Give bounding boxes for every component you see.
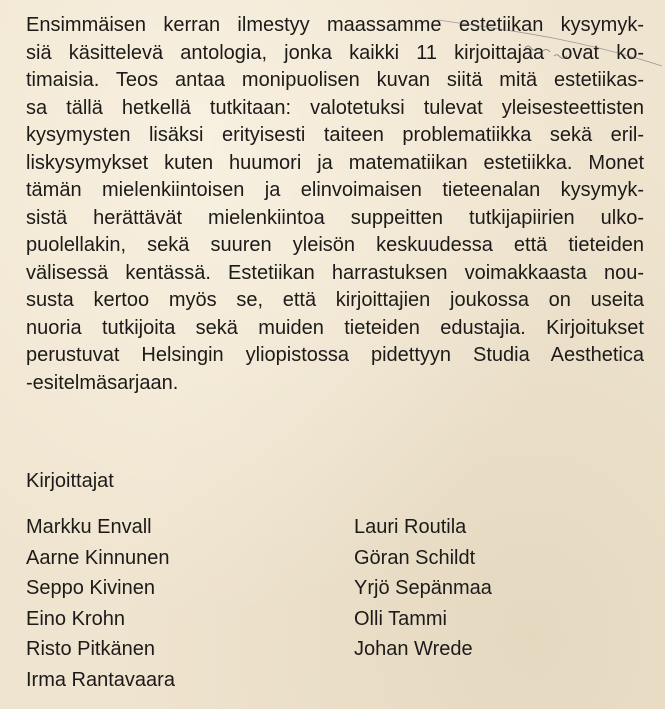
author-name: Markku Envall xyxy=(26,516,152,538)
author-name: Lauri Routila xyxy=(354,516,467,538)
authors-right-column xyxy=(354,512,492,665)
author-name: Risto Pitkänen xyxy=(26,638,155,660)
authors-left-column xyxy=(26,512,175,695)
description-line: tämän mielenkiintoisen ja elinvoimaisen tieteenalan kysymyk- xyxy=(26,179,644,201)
description-line: siä käsittelevä antologia, jonka kaikki 11 kirjoittajaa ovat ko- xyxy=(26,41,644,64)
description-line: sistä herättävät mielenkiintoa suppeitten tutkijapiirien ulko- xyxy=(26,206,644,229)
description-line: nuoria tutkijoita sekä muiden tieteiden edustajia. Kirjoitukset xyxy=(26,316,644,339)
description-line: välisessä kentässä. Estetiikan harrastuksen voimakkaasta nou- xyxy=(26,261,644,284)
author-name: Yrjö Sepänmaa xyxy=(354,577,492,599)
author-name: Olli Tammi xyxy=(354,607,447,630)
description-line: liskysymykset kuten huumori ja matematiikan estetiikka. Monet xyxy=(26,151,644,174)
description-line: -esitelmäsarjaan. xyxy=(26,371,179,394)
author-name: Eino Krohn xyxy=(26,607,125,630)
authors-heading: Kirjoittajat xyxy=(26,470,114,492)
description-line: sa tällä hetkellä tutkitaan: valotetuksi tulevat yleisesteettisten xyxy=(26,96,644,119)
description-line: timaisia. Teos antaa monipuolisen kuvan siitä mitä estetiikas- xyxy=(26,69,644,91)
description-line: kysymysten lisäksi erityisesti taiteen problematiikka sekä eril- xyxy=(26,124,644,146)
handwritten-pen-mark xyxy=(430,8,665,98)
author-name: Irma Rantavaara xyxy=(26,668,175,691)
description-line: puolellakin, sekä suuren yleisön keskuudessa että tieteiden xyxy=(26,234,644,256)
description-line: Ensimmäisen kerran ilmestyy maassamme estetiikan kysymyk- xyxy=(26,14,644,36)
description-line: perustuvat Helsingin yliopistossa pidettyyn Studia Aesthetica xyxy=(26,344,644,366)
author-name: Aarne Kinnunen xyxy=(26,546,170,569)
author-name: Göran Schildt xyxy=(354,546,476,569)
description-line: susta kertoo myös se, että kirjoittajien joukossa on useita xyxy=(26,289,644,311)
author-name: Seppo Kivinen xyxy=(26,577,155,599)
author-name: Johan Wrede xyxy=(354,638,473,660)
